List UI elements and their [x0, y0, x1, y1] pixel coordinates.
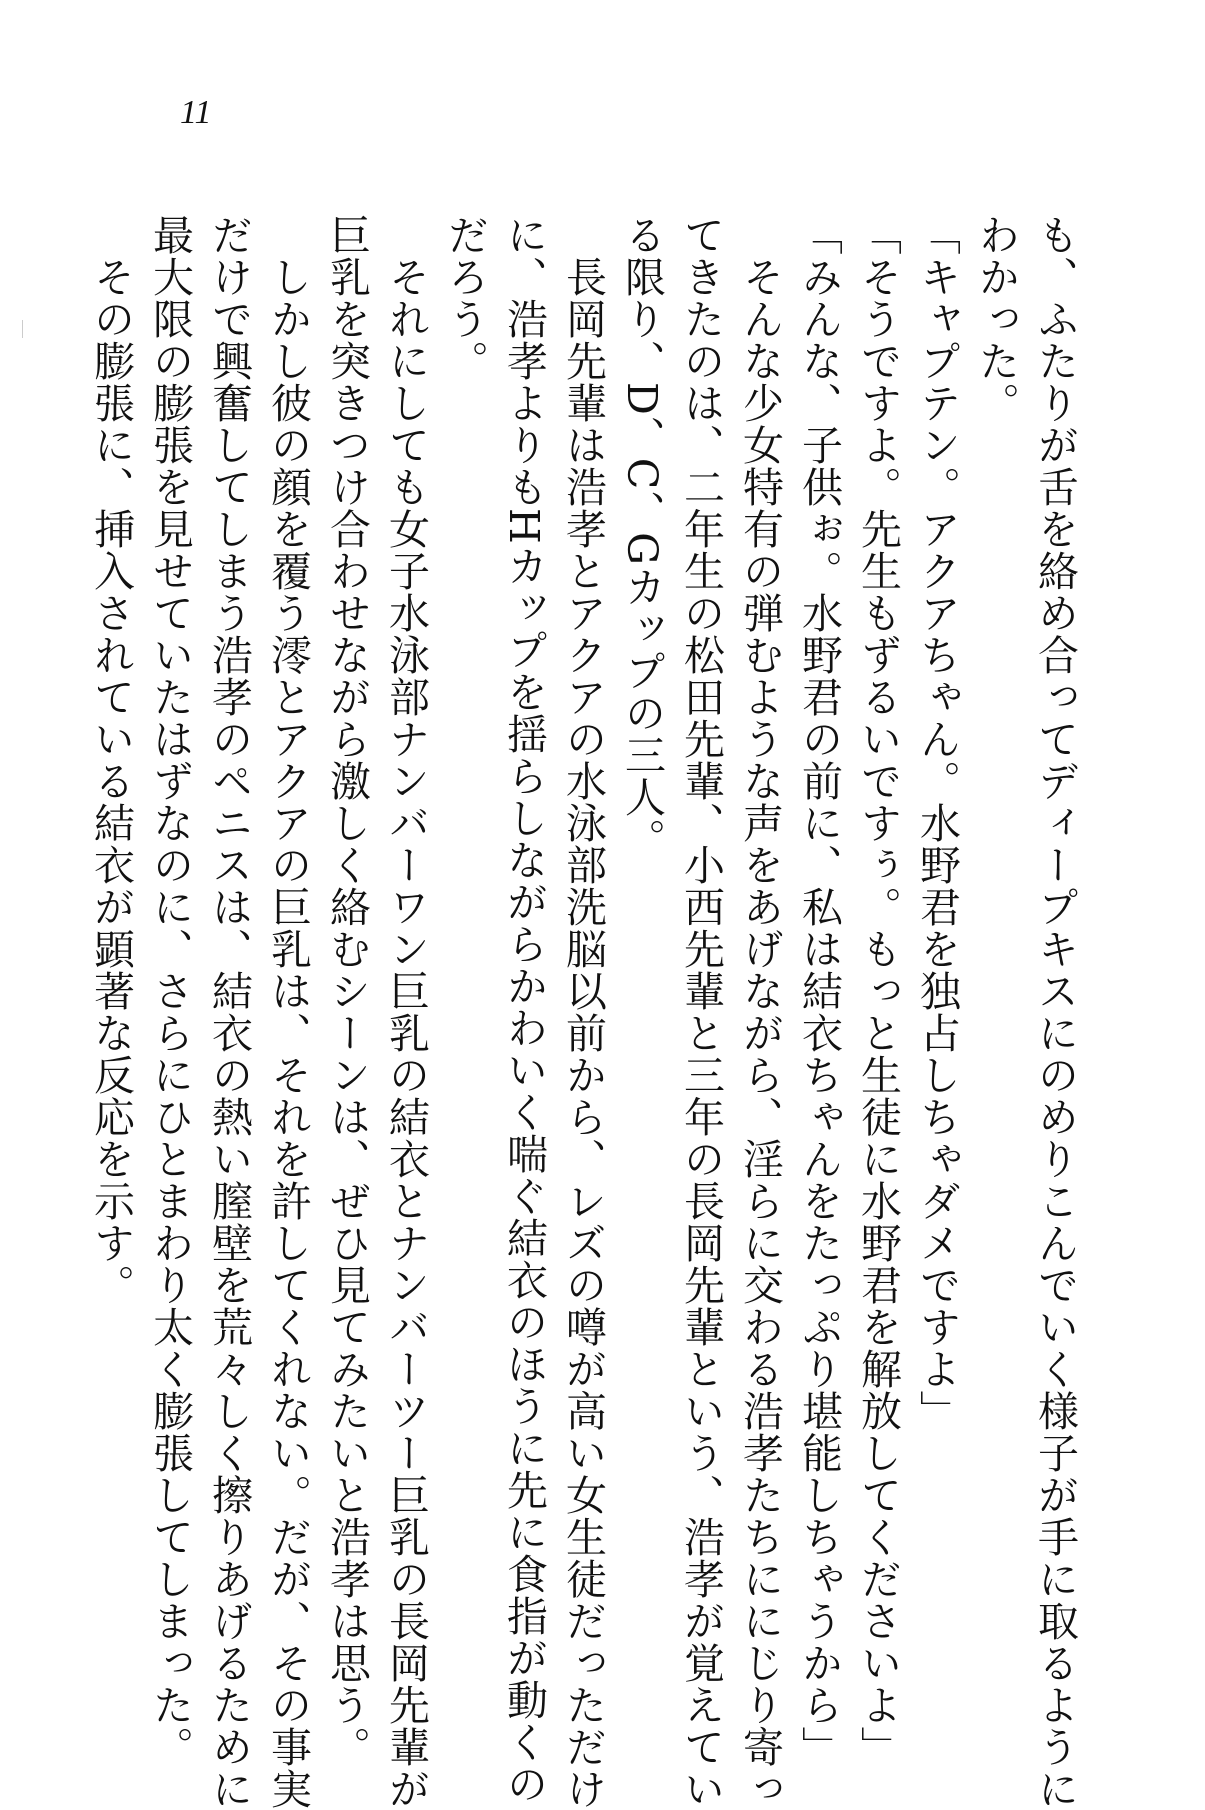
text-line: 「キャプテン。アクアちゃん。水野君を独占しちゃダメですよ」 — [913, 214, 961, 1432]
text-line: 「そうですよ。先生もずるいですぅ。もっと生徒に水野君を解放してくださいよ」 — [854, 214, 902, 1768]
text-line: わかった。 — [972, 214, 1020, 424]
text-line: る限り、D、C、Gカップの三人。 — [618, 214, 666, 860]
gutter-mark — [22, 320, 23, 338]
text-line: 巨乳を突きつけ合わせながら激しく絡むシーンは、ぜひ見てみたいと浩孝は思う。 — [323, 214, 371, 1768]
text-line: だろう。 — [441, 214, 489, 382]
text-line: それにしても女子水泳部ナンバーワン巨乳の結衣とナンバーツー巨乳の長岡先輩が — [382, 214, 430, 1810]
text-line: に、浩孝よりもHカップを揺らしながらかわいく喘ぐ結衣のほうに先に食指が動くの — [500, 214, 548, 1805]
text-line: その膨張に、挿入されている結衣が顕著な反応を示す。 — [87, 214, 135, 1306]
text-line: も、ふたりが舌を絡め合ってディープキスにのめりこんでいく様子が手に取るように — [1031, 214, 1079, 1810]
text-line: 長岡先輩は浩孝とアクアの水泳部洗脳以前から、レズの噂が高い女生徒だっただけ — [559, 214, 607, 1810]
page-number: 11 — [180, 94, 212, 131]
text-line: 「みんな、子供ぉ。水野君の前に、私は結衣ちゃんをたっぷり堪能しちゃうから」 — [795, 214, 843, 1768]
text-line: てきたのは、二年生の松田先輩、小西先輩と三年の長岡先輩という、浩孝が覚えてい — [677, 214, 725, 1810]
body-text — [87, 214, 1084, 1810]
text-line: 最大限の膨張を見せていたはずなのに、さらにひとまわり太く膨張してしまった。 — [146, 214, 194, 1768]
text-line: しかし彼の顔を覆う澪とアクアの巨乳は、それを許してくれない。だが、その事実 — [264, 214, 312, 1810]
text-line: そんな少女特有の弾むような声をあげながら、淫らに交わる浩孝たちににじり寄っ — [736, 214, 784, 1810]
text-line: だけで興奮してしまう浩孝のペニスは、結衣の熱い膣壁を荒々しく擦りあげるために — [205, 214, 253, 1810]
